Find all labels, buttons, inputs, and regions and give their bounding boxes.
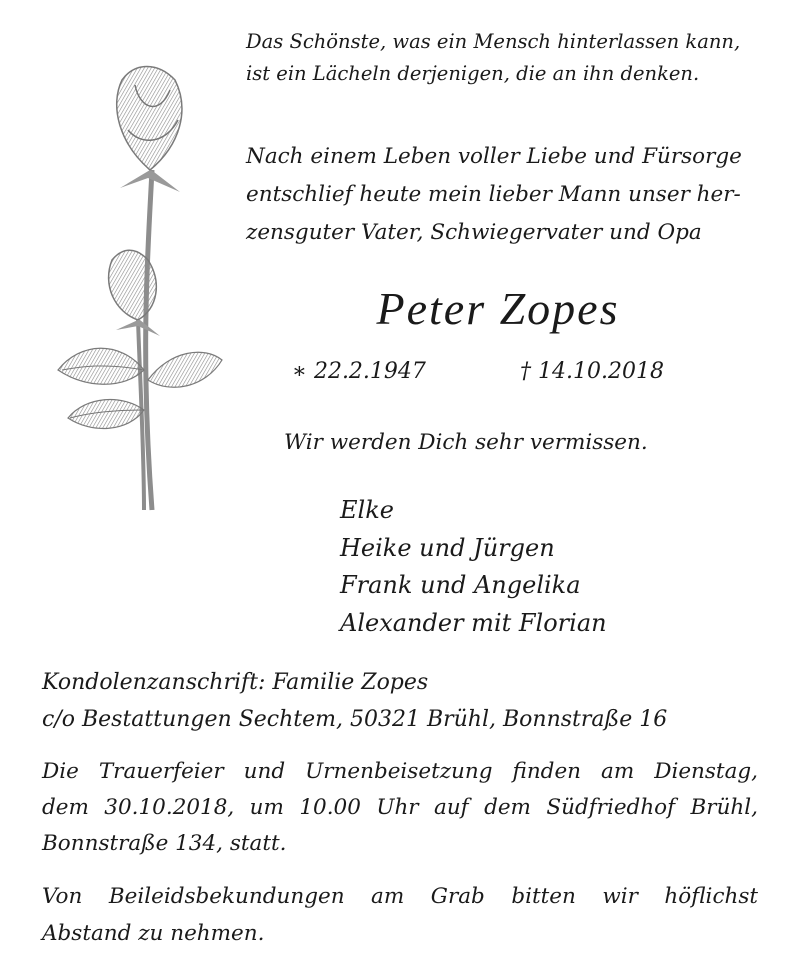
ceremony-line: dem 30.10.2018, um 10.00 Uhr auf dem Südfriedhof Brühl, [42,795,758,820]
condolence-line: c/o Bestattungen Sechtem, 50321 Brühl, Bonnstraße 16 [42,707,668,732]
family-member: Elke [340,496,394,524]
ceremony-line: Die Trauerfeier und Urnenbeisetzung finden am Dienstag, [42,759,758,784]
quote [246,26,740,90]
ceremony-line: Bonnstraße 134, statt. [42,831,287,856]
intro-line: entschlief heute mein lieber Mann unser her- [246,182,741,207]
quote-line: ist ein Lächeln derjenigen, die an ihn denken. [246,62,700,85]
family-member: Heike und Jürgen [340,533,555,562]
family-member: Alexander mit Florian [340,608,607,637]
farewell-text: Wir werden Dich sehr vermissen. [284,430,648,455]
condolence-request [42,878,758,952]
birth-date: ∗ 22.2.1947 [292,359,426,384]
deceased-name: Peter Zopes [376,283,620,334]
condolence-address [42,664,667,738]
request-line: Abstand zu nehmen. [42,921,265,946]
request-line: Von Beileidsbekundungen am Grab bitten wir höflichst [42,884,758,909]
quote-line: Das Schönste, was ein Mensch hinterlassen kann, [246,30,741,53]
family-member: Frank und Angelika [340,571,581,599]
death-date: † 14.10.2018 [520,359,664,384]
condolence-line: Kondolenzanschrift: Familie Zopes [42,670,429,695]
ceremony-info [42,754,758,862]
intro-line: Nach einem Leben voller Liebe und Fürsorge [246,144,742,169]
intro-line: zensguter Vater, Schwiegervater und Opa [246,220,702,245]
family-list [340,492,607,642]
intro-text [246,138,742,252]
